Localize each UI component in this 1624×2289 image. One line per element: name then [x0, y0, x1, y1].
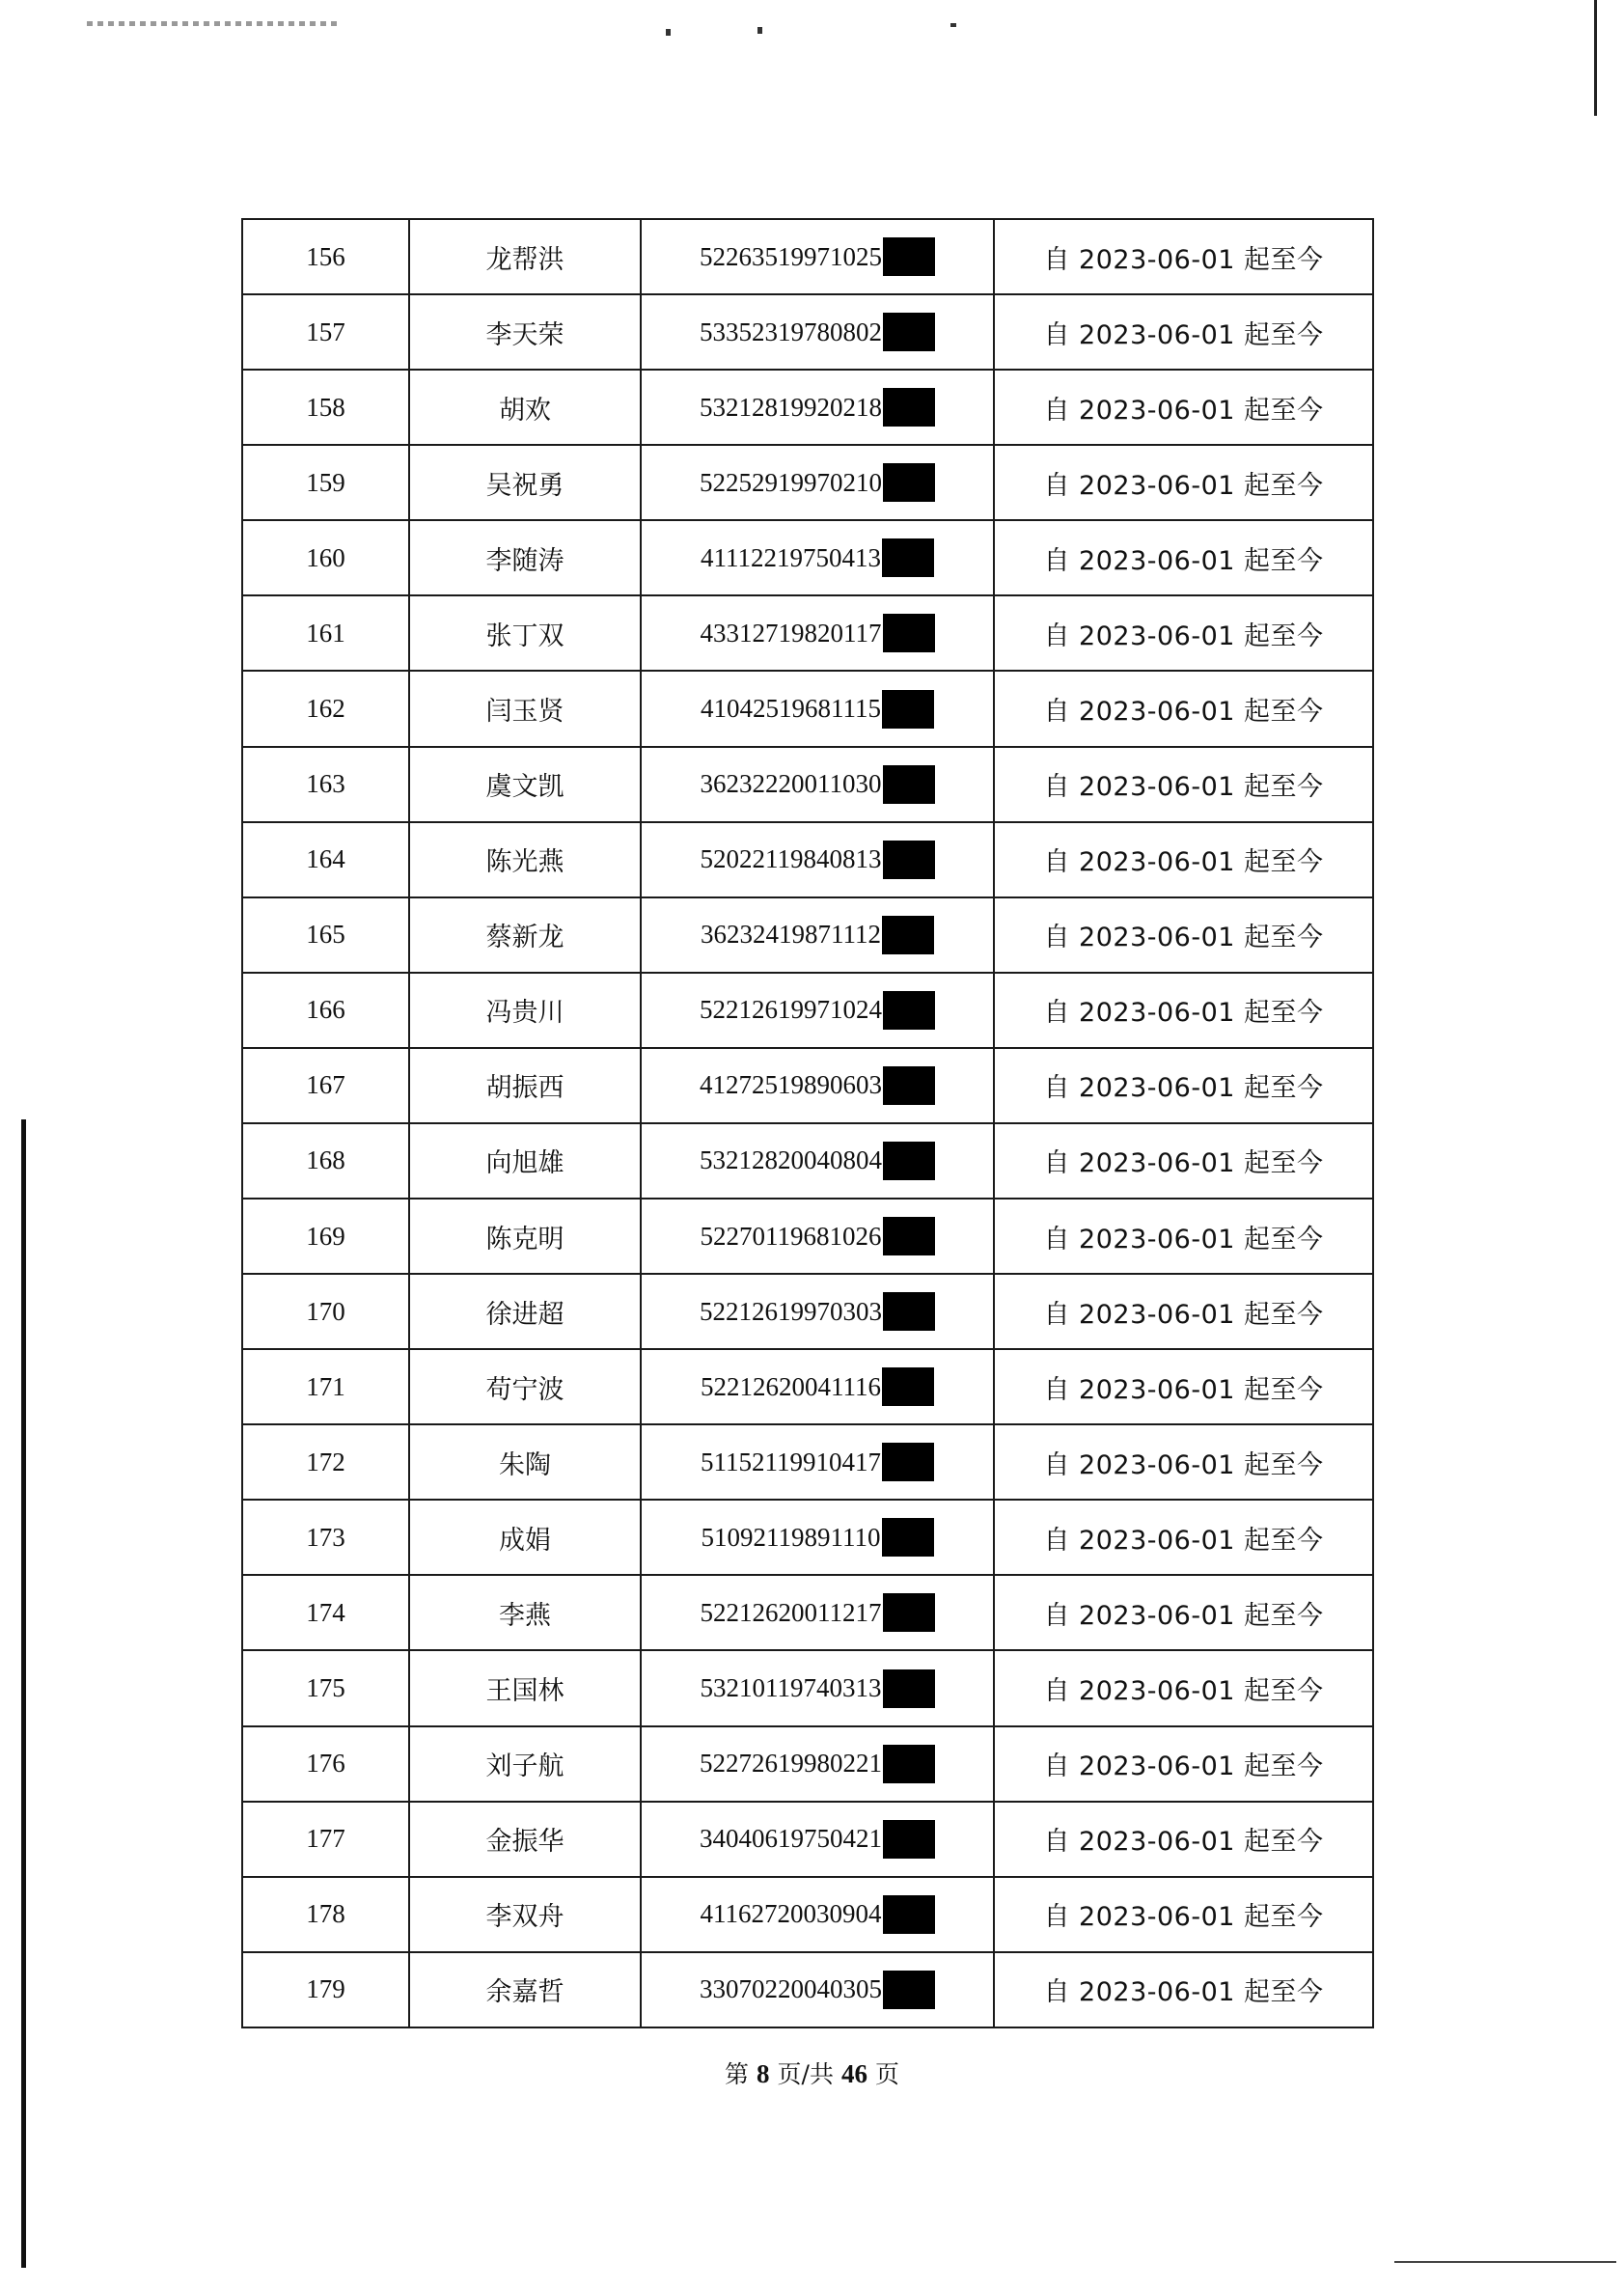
id-number-cell	[641, 897, 994, 973]
redaction-block	[883, 463, 935, 502]
row-number: 156	[242, 219, 409, 294]
period: 自 2023-06-01 起至今	[994, 1575, 1373, 1650]
redaction-block	[883, 1669, 935, 1708]
id-number: 52212620011217	[700, 1597, 882, 1627]
row-number: 176	[242, 1726, 409, 1802]
redaction-block	[883, 765, 935, 804]
row-number: 158	[242, 370, 409, 445]
redaction-block	[882, 1518, 934, 1557]
roster-table	[241, 218, 1374, 2028]
redaction-block	[882, 690, 934, 729]
person-name: 冯贵川	[409, 973, 641, 1048]
table-row	[242, 1048, 1373, 1123]
row-number: 178	[242, 1877, 409, 1952]
row-number: 167	[242, 1048, 409, 1123]
period: 自 2023-06-01 起至今	[994, 1877, 1373, 1952]
row-number: 179	[242, 1952, 409, 2027]
id-number-cell	[641, 1274, 994, 1349]
id-number: 53352319780802	[700, 317, 882, 346]
id-number: 33070220040305	[700, 1974, 882, 2004]
row-number: 164	[242, 822, 409, 897]
period: 自 2023-06-01 起至今	[994, 671, 1373, 746]
scan-speck	[666, 29, 671, 36]
redaction-block	[883, 614, 935, 652]
row-number: 175	[242, 1650, 409, 1725]
footer-suffix: 页	[874, 2060, 899, 2088]
period: 自 2023-06-01 起至今	[994, 520, 1373, 595]
person-name: 成娟	[409, 1500, 641, 1575]
id-number-cell	[641, 1802, 994, 1877]
roster-body	[242, 219, 1373, 2027]
table-row	[242, 219, 1373, 294]
redaction-block	[882, 1367, 934, 1406]
table-row	[242, 1199, 1373, 1274]
id-number: 36232419871112	[701, 920, 881, 950]
id-number: 51152119910417	[701, 1447, 881, 1476]
id-number-cell	[641, 1500, 994, 1575]
id-number: 52252919970210	[700, 467, 882, 497]
person-name: 苟宁波	[409, 1349, 641, 1424]
scan-edge-bottom	[1394, 2261, 1616, 2263]
person-name: 蔡新龙	[409, 897, 641, 973]
redaction-block	[883, 313, 935, 351]
id-number: 53210119740313	[700, 1673, 882, 1703]
id-number-cell	[641, 294, 994, 370]
table-row	[242, 445, 1373, 520]
person-name: 余嘉哲	[409, 1952, 641, 2027]
table-row	[242, 520, 1373, 595]
redaction-block	[883, 1895, 935, 1934]
period: 自 2023-06-01 起至今	[994, 595, 1373, 671]
period: 自 2023-06-01 起至今	[994, 1123, 1373, 1199]
row-number: 166	[242, 973, 409, 1048]
id-number: 52270119681026	[700, 1221, 882, 1251]
redaction-block	[883, 991, 935, 1030]
redaction-block	[883, 1971, 935, 2009]
row-number: 160	[242, 520, 409, 595]
id-number-cell	[641, 370, 994, 445]
page-footer	[0, 2055, 1624, 2090]
row-number: 174	[242, 1575, 409, 1650]
table-row	[242, 1802, 1373, 1877]
period: 自 2023-06-01 起至今	[994, 1500, 1373, 1575]
person-name: 陈克明	[409, 1199, 641, 1274]
id-number: 52212620041116	[701, 1371, 881, 1401]
id-number: 41042519681115	[701, 694, 881, 723]
id-number-cell	[641, 1726, 994, 1802]
redaction-block	[883, 1217, 935, 1255]
id-number-cell	[641, 1123, 994, 1199]
id-number: 43312719820117	[700, 618, 882, 648]
scan-edge-right	[1594, 0, 1597, 116]
row-number: 173	[242, 1500, 409, 1575]
id-number-cell	[641, 822, 994, 897]
id-number-cell	[641, 1877, 994, 1952]
scan-speck	[950, 23, 956, 27]
redaction-block	[883, 388, 935, 427]
id-number-cell	[641, 1952, 994, 2027]
period: 自 2023-06-01 起至今	[994, 1274, 1373, 1349]
period: 自 2023-06-01 起至今	[994, 1199, 1373, 1274]
id-number: 52263519971025	[700, 241, 882, 271]
table-row	[242, 1349, 1373, 1424]
person-name: 胡振西	[409, 1048, 641, 1123]
table-row	[242, 294, 1373, 370]
scan-noise-top	[87, 21, 338, 26]
period: 自 2023-06-01 起至今	[994, 1952, 1373, 2027]
footer-page-number: 8	[757, 2059, 770, 2088]
person-name: 胡欢	[409, 370, 641, 445]
id-number-cell	[641, 1650, 994, 1725]
table-row	[242, 671, 1373, 746]
person-name: 闫玉贤	[409, 671, 641, 746]
id-number: 34040619750421	[700, 1824, 882, 1854]
footer-prefix: 第	[725, 2060, 750, 2088]
table-row	[242, 1952, 1373, 2027]
id-number: 53212820040804	[700, 1145, 882, 1175]
id-number: 41272519890603	[700, 1070, 882, 1100]
id-number-cell	[641, 973, 994, 1048]
id-number-cell	[641, 1424, 994, 1500]
redaction-block	[883, 1593, 935, 1632]
person-name: 金振华	[409, 1802, 641, 1877]
redaction-block	[883, 1745, 935, 1783]
id-number-cell	[641, 671, 994, 746]
person-name: 朱陶	[409, 1424, 641, 1500]
period: 自 2023-06-01 起至今	[994, 897, 1373, 973]
row-number: 177	[242, 1802, 409, 1877]
period: 自 2023-06-01 起至今	[994, 294, 1373, 370]
person-name: 吴祝勇	[409, 445, 641, 520]
period: 自 2023-06-01 起至今	[994, 822, 1373, 897]
person-name: 李双舟	[409, 1877, 641, 1952]
id-number: 52212619971024	[700, 995, 882, 1025]
id-number-cell	[641, 1349, 994, 1424]
id-number: 41162720030904	[700, 1899, 882, 1929]
period: 自 2023-06-01 起至今	[994, 1802, 1373, 1877]
row-number: 159	[242, 445, 409, 520]
table-row	[242, 1726, 1373, 1802]
id-number-cell	[641, 1048, 994, 1123]
footer-middle: 页/共	[777, 2060, 834, 2088]
table-row	[242, 1424, 1373, 1500]
person-name: 陈光燕	[409, 822, 641, 897]
redaction-block	[882, 1443, 934, 1481]
row-number: 169	[242, 1199, 409, 1274]
period: 自 2023-06-01 起至今	[994, 1726, 1373, 1802]
period: 自 2023-06-01 起至今	[994, 1048, 1373, 1123]
table-row	[242, 595, 1373, 671]
id-number-cell	[641, 595, 994, 671]
period: 自 2023-06-01 起至今	[994, 1349, 1373, 1424]
id-number-cell	[641, 1199, 994, 1274]
table-row	[242, 370, 1373, 445]
redaction-block	[882, 916, 934, 954]
table-row	[242, 1575, 1373, 1650]
redaction-block	[883, 237, 935, 276]
id-number-cell	[641, 445, 994, 520]
table-row	[242, 1877, 1373, 1952]
row-number: 171	[242, 1349, 409, 1424]
period: 自 2023-06-01 起至今	[994, 1424, 1373, 1500]
redaction-block	[883, 1142, 935, 1180]
id-number-cell	[641, 520, 994, 595]
table-row	[242, 747, 1373, 822]
id-number: 41112219750413	[701, 542, 881, 572]
scan-edge-left	[21, 1119, 26, 2268]
row-number: 172	[242, 1424, 409, 1500]
period: 自 2023-06-01 起至今	[994, 973, 1373, 1048]
person-name: 李天荣	[409, 294, 641, 370]
id-number: 53212819920218	[700, 392, 882, 422]
person-name: 张丁双	[409, 595, 641, 671]
table-row	[242, 973, 1373, 1048]
table-row	[242, 1500, 1373, 1575]
redaction-block	[883, 1292, 935, 1331]
person-name: 王国林	[409, 1650, 641, 1725]
person-name: 徐进超	[409, 1274, 641, 1349]
id-number-cell	[641, 219, 994, 294]
redaction-block	[883, 1820, 935, 1859]
table-row	[242, 897, 1373, 973]
id-number-cell	[641, 1575, 994, 1650]
table-row	[242, 1650, 1373, 1725]
id-number-cell	[641, 747, 994, 822]
row-number: 170	[242, 1274, 409, 1349]
scan-speck	[757, 27, 762, 34]
person-name: 虞文凯	[409, 747, 641, 822]
table-row	[242, 1274, 1373, 1349]
id-number: 36232220011030	[700, 769, 882, 799]
person-name: 刘子航	[409, 1726, 641, 1802]
period: 自 2023-06-01 起至今	[994, 219, 1373, 294]
id-number: 51092119891110	[701, 1522, 881, 1552]
period: 自 2023-06-01 起至今	[994, 747, 1373, 822]
id-number: 52272619980221	[700, 1749, 882, 1779]
id-number: 52022119840813	[700, 844, 882, 874]
person-name: 李燕	[409, 1575, 641, 1650]
row-number: 162	[242, 671, 409, 746]
id-number: 52212619970303	[700, 1296, 882, 1326]
table-row	[242, 1123, 1373, 1199]
row-number: 157	[242, 294, 409, 370]
row-number: 163	[242, 747, 409, 822]
footer-total-pages: 46	[840, 2059, 867, 2088]
redaction-block	[883, 1066, 935, 1105]
period: 自 2023-06-01 起至今	[994, 370, 1373, 445]
redaction-block	[882, 538, 934, 577]
period: 自 2023-06-01 起至今	[994, 445, 1373, 520]
person-name: 向旭雄	[409, 1123, 641, 1199]
person-name: 李随涛	[409, 520, 641, 595]
row-number: 161	[242, 595, 409, 671]
person-name: 龙帮洪	[409, 219, 641, 294]
redaction-block	[883, 841, 935, 879]
period: 自 2023-06-01 起至今	[994, 1650, 1373, 1725]
row-number: 168	[242, 1123, 409, 1199]
row-number: 165	[242, 897, 409, 973]
table-row	[242, 822, 1373, 897]
